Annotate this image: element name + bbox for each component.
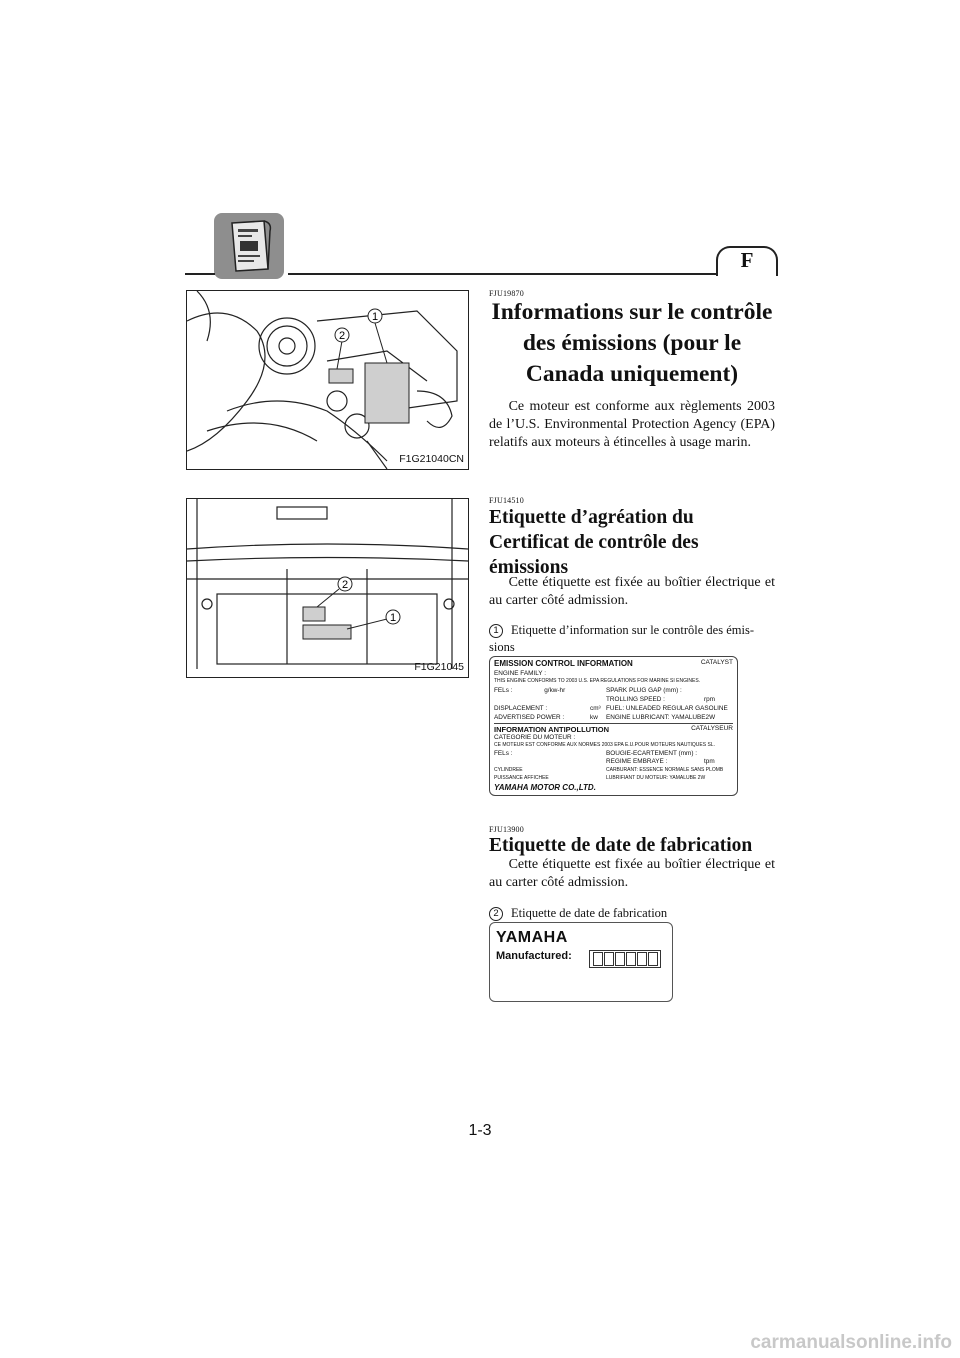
emission-title: EMISSION CONTROL INFORMATION [494,659,633,668]
date-boxes [589,950,661,968]
emission-catalyst: CATALYST [700,659,733,666]
categorie-moteur: CATEGORIE DU MOTEUR : [494,734,576,741]
rpm-unit: rpm [704,696,716,703]
figure1-code: F1G21040CN [399,453,464,465]
cm3-unit: cm³ [590,705,601,712]
cylindree: CYLINDREE [494,767,523,773]
section3-title: Etiquette de date de fabrication [489,835,753,856]
figure-engine-bay [186,498,469,678]
fuel: FUEL: UNLEADED REGULAR GASOLINE [606,705,728,712]
advertised-power: ADVERTISED POWER : [494,714,565,721]
spark-plug-gap: SPARK PLUG GAP (mm) : [606,687,682,694]
figure2-callout-2: 2 [341,579,349,591]
callout-text: Etiquette de date de fabrication [511,906,668,920]
puissance: PUISSANCE AFFICHEE [494,775,549,781]
tpm-unit: tpm [704,758,715,765]
language-letter: F [740,248,754,272]
emission-title-fr: INFORMATION ANTIPOLLUTION [494,725,609,734]
manufacture-date-label [489,922,673,1002]
section1-title-line: des émissions (pour le [522,330,742,356]
conform-fr: CE MOTEUR EST CONFORME AUX NORMES 2003 EPA E.U.POUR MOTEURS NAUTIQUES SL. [494,742,715,748]
emission-conform: THIS ENGINE CONFORMS TO 2003 U.S. EPA REGULATIONS FOR MARINE SI ENGINES. [494,678,701,684]
engine-family: ENGINE FAMILY : [494,670,546,677]
section1-title-line: Canada uniquement) [525,361,739,387]
page-number: 1-3 [468,1122,492,1139]
figure-engine-labels [186,290,469,470]
kw-unit: kw [590,714,598,721]
engine-bay-illustration [187,499,468,677]
section3-body: Cette étiquette est fixée au boîtier électrique et au carter côté admission. [489,857,775,890]
callout-number: 1 [489,624,503,638]
section1-ref: FJU19870 [489,289,524,298]
lubrifiant: LUBRIFIANT DU MOTEUR: YAMALUBE 2W [606,775,706,781]
callout-text: Etiquette d’information sur le contrôle des émis-sions [489,623,754,654]
manual-book-icon [214,213,284,279]
section3-ref: FJU13900 [489,825,524,834]
figure2-code: F1G21045 [414,661,464,673]
section2-title [489,505,775,580]
section2-title-line: Etiquette d’agréation du [489,507,694,528]
fel-fr: FELs : [494,750,513,757]
header-rule-left [185,273,215,275]
carburant: CARBURANT: ESSENCE NORMALE SANS PLOMB [606,767,724,773]
callout-number: 2 [489,907,503,921]
section2-title-line: Certificat de contrôle des [489,532,699,553]
section3-callout [489,905,775,922]
figure1-callout-2: 2 [338,330,346,342]
section1-title [489,297,775,390]
catalyst-fr: CATALYSEUR [691,725,733,732]
yamaha-motor: YAMAHA MOTOR CO.,LTD. [494,783,596,792]
watermark: carmanualsonline.info [750,1332,952,1353]
section2-body: Cette étiquette est fixée au boîtier électrique et au carter côté admission. [489,575,775,608]
section1-body: Ce moteur est conforme aux règlements 2003 de l’U.S. Environmental Protection Agency (EPA) relatifs aux moteurs à étincelles à usage marin. [489,399,775,450]
fel: FELs : [494,687,513,694]
figure2-callout-1: 1 [389,612,397,624]
yamaha-logo: YAMAHA [496,929,568,946]
regime: REGIME EMBRAYE : [606,758,668,765]
displacement: DISPLACEMENT : [494,705,548,712]
manufactured-text: Manufactured: [496,950,572,962]
section2-callout [489,622,775,656]
engine-illustration [187,291,468,469]
trolling-speed: TROLLING SPEED : [606,696,665,703]
header-rule-right [288,273,775,275]
section1-title-line: Informations sur le contrôle [491,299,773,325]
figure1-callout-1: 1 [371,311,379,323]
bougie: BOUGIE-ECARTEMENT (mm) : [606,750,698,757]
emission-control-label [489,656,738,796]
section2-title-line: émissions [489,557,569,578]
engine-lubricant: ENGINE LUBRICANT: YAMALUBE2W [606,714,716,721]
fel-unit: g/kw-hr [544,687,566,694]
section2-ref: FJU14510 [489,496,524,505]
